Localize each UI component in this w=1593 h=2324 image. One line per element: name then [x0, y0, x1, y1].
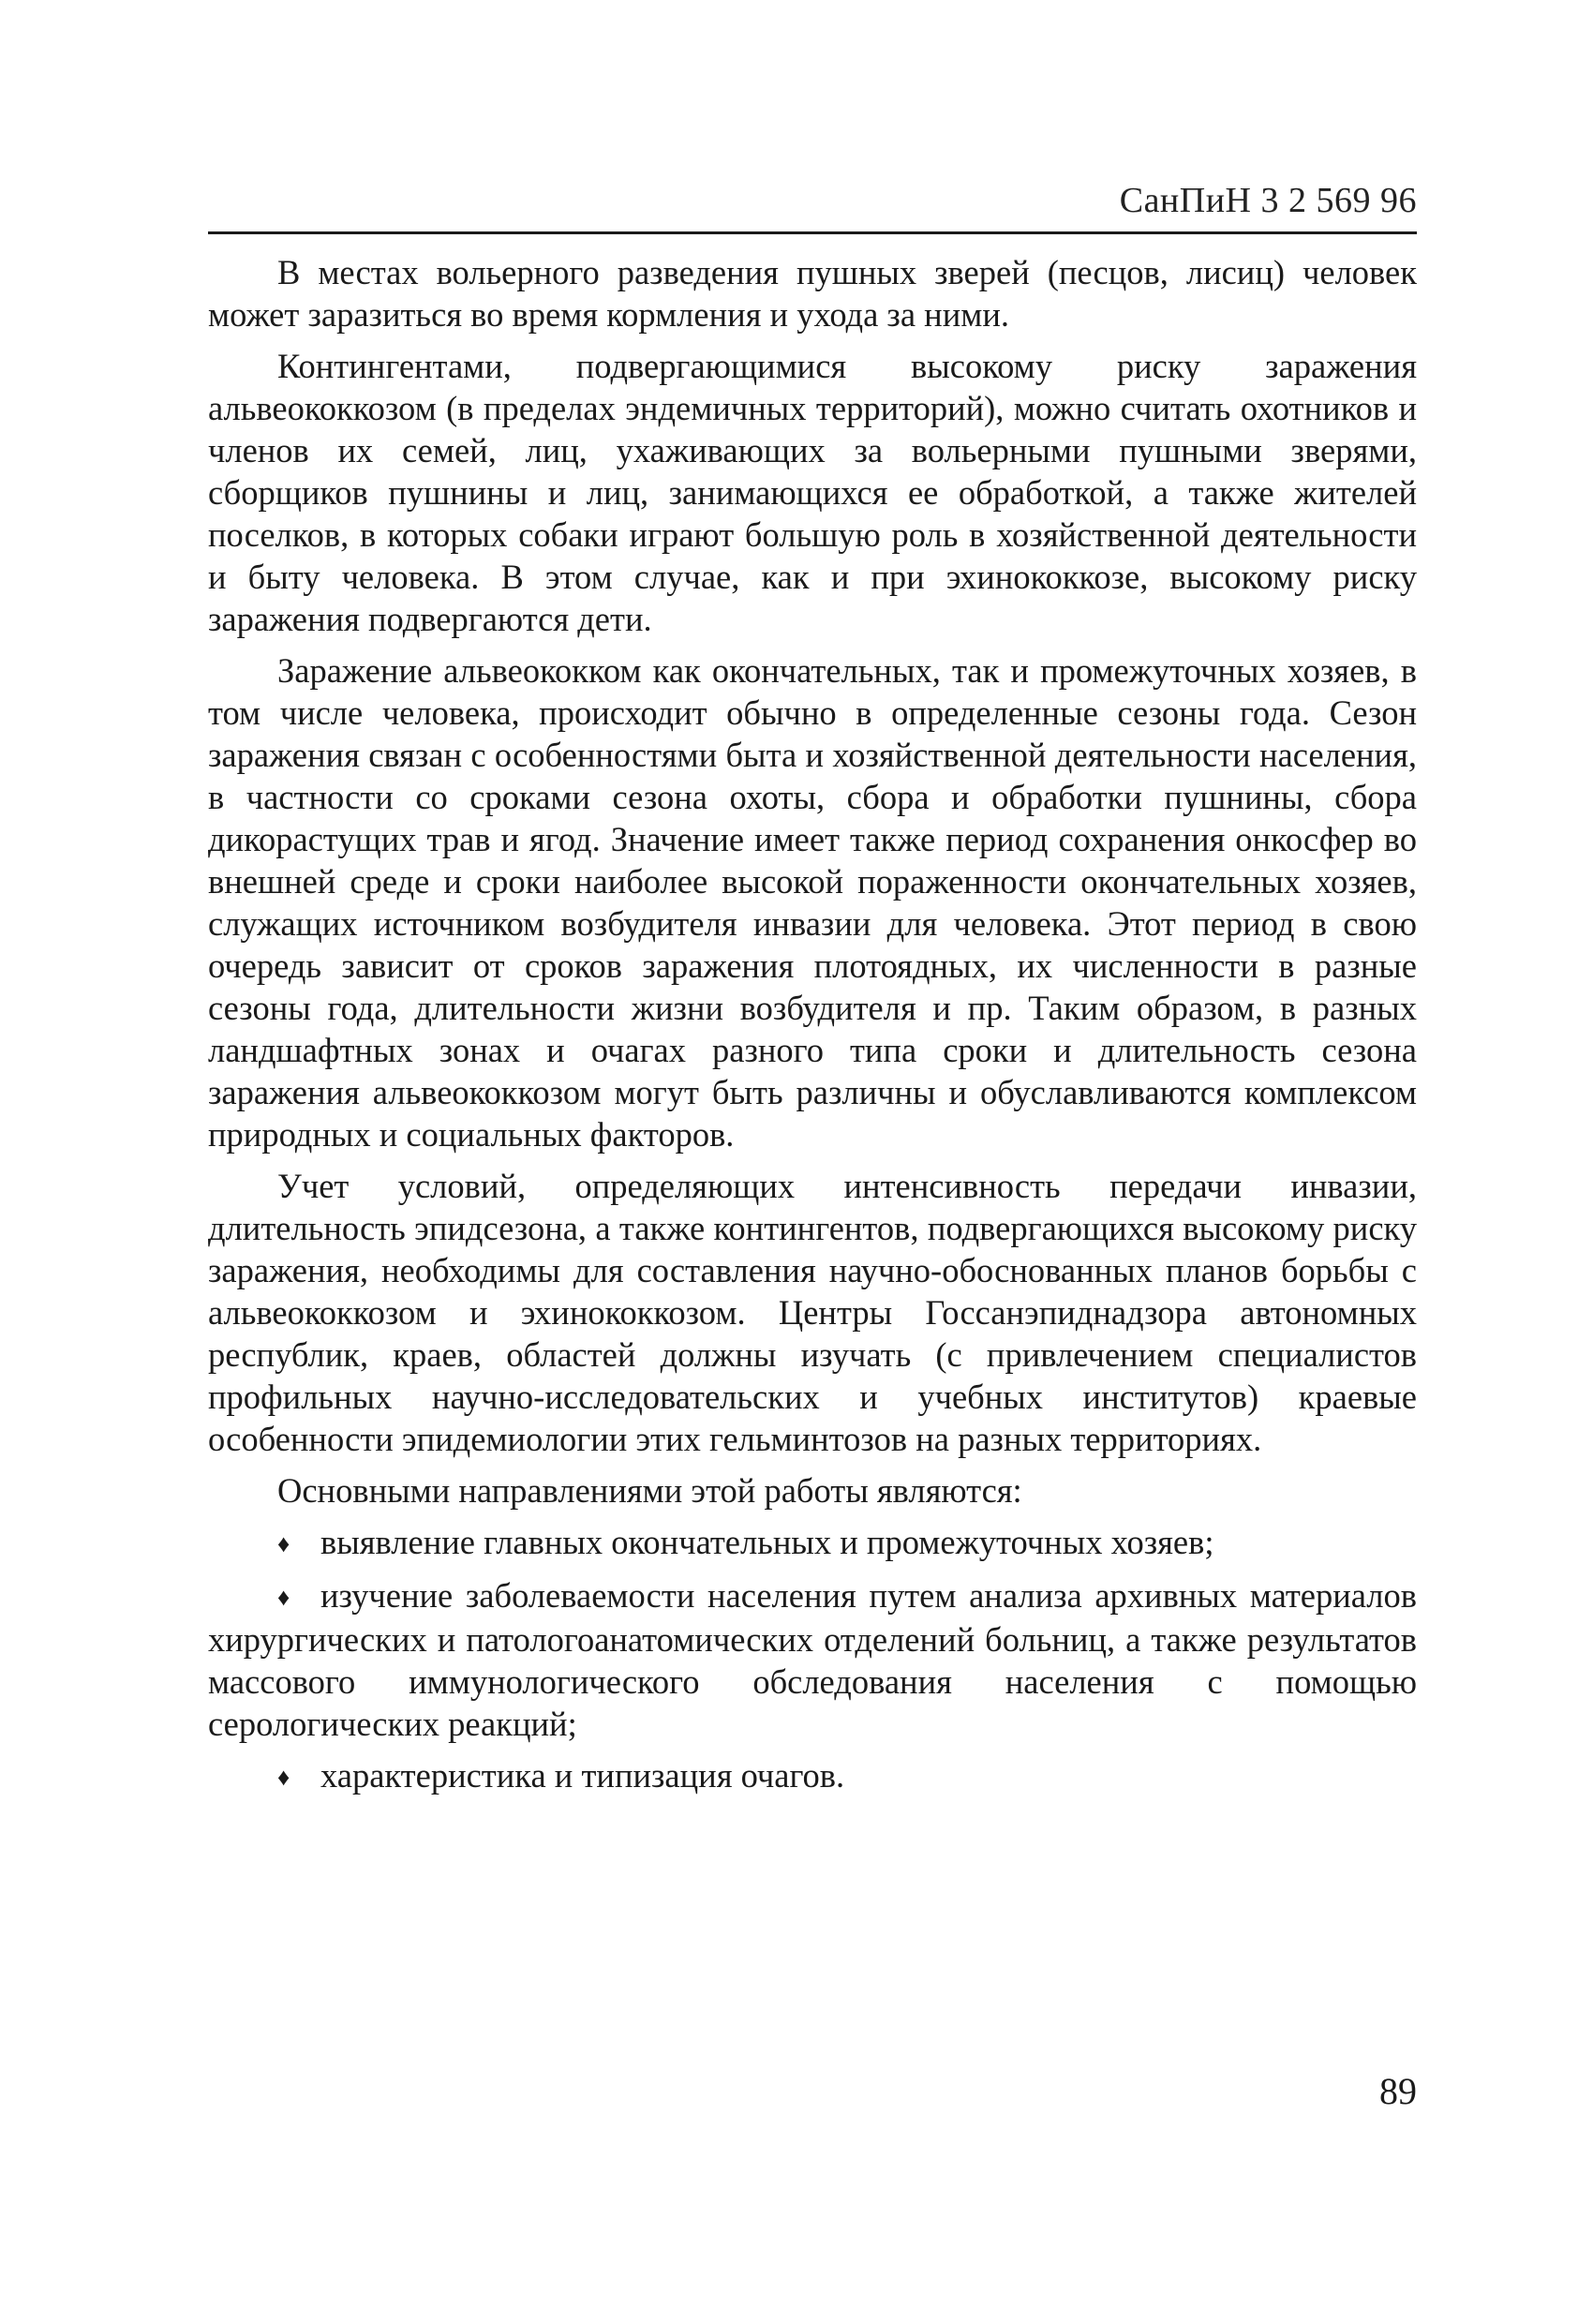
diamond-bullet-icon: ♦ — [277, 1584, 290, 1611]
diamond-bullet-icon: ♦ — [277, 1764, 290, 1791]
paragraph-3: Заражение альвеококком как окончательных, так и промежуточных хозяев, в том числе человека, происходит обычно в определенные сезоны года. Сезон заражения связан с особенностями быта и хозяйственной деятельности населения, в частности со сроками сезона охоты, сбора и обработки пушнины, сбора дикорастущих трав и ягод. Значение имеет также период сохранения онкосфер во внешней среде и сроки наиболее высокой пораженности окончательных хозяев, служащих источником возбудителя инвазии для человека. Этот период в свою очередь зависит от сроков заражения плотоядных, их численности в разные сезоны года, длительности жизни возбудителя и пр. Таким образом, в разных ландшафтных зонах и очагах разного типа сроки и длительность сезона заражения альвеококкозом могут быть различны и обуславливаются комплексом природных и социальных факторов. — [208, 651, 1417, 1154]
paragraph-2: Контингентами, подвергающимися высокому риску заражения альвеококкозом (в пределах эндемичных территорий), можно считать охотников и членов их семей, лиц, ухаживающих за вольерными пушными зверями, сборщиков пушнины и лиц, занимающихся ее обработкой, а также жителей поселков, в которых собаки играют большую роль в хозяйственной деятельности и быту человека. В этом случае, как и при эхинококкозе, высокому риску заражения подвергаются дети. — [208, 347, 1417, 638]
bullet-text-2: изучение заболеваемости населения путем анализа архивных материалов хирургических и патологоанатомических отделений больниц, а также результатов массового иммунологического обследования населения с помощью серологических реакций; — [208, 1576, 1417, 1743]
paragraph-5: Основными направлениями этой работы являются: — [277, 1471, 1022, 1510]
document-code: СанПиН 3 2 569 96 — [1119, 181, 1417, 220]
diamond-bullet-icon: ♦ — [277, 1530, 290, 1557]
running-header — [208, 180, 1417, 234]
bullet-item-1 — [208, 1521, 1417, 1565]
bullet-text-3: характеристика и типизация очагов. — [320, 1756, 845, 1795]
bullet-list — [208, 1521, 1417, 1798]
paragraph-4: Учет условий, определяющих интенсивность передачи инвазии, длительность эпидсезона, а также контингентов, подвергающихся высокому риску заражения, необходимы для составления научно-обоснованных планов борьбы с альвеококкозом и эхинококкозом. Центры Госсанэпиднадзора автономных республик, краев, областей должны изучать (с привлечением специалистов профильных научно-исследовательских и учебных институтов) краевые особенности эпидемиологии этих гельминтозов на разных территориях. — [208, 1167, 1417, 1458]
header-rule — [208, 231, 1417, 234]
body-text — [208, 251, 1417, 1808]
paragraph-1: В местах вольерного разведения пушных зверей (песцов, лисиц) человек может заразиться во время кормления и ухода за ними. — [208, 253, 1417, 334]
bullet-text-1: выявление главных окончательных и промежуточных хозяев; — [320, 1523, 1214, 1561]
bullet-item-3 — [208, 1754, 1417, 1798]
bullet-item-2 — [208, 1574, 1417, 1745]
page-number: 89 — [1379, 2070, 1417, 2112]
